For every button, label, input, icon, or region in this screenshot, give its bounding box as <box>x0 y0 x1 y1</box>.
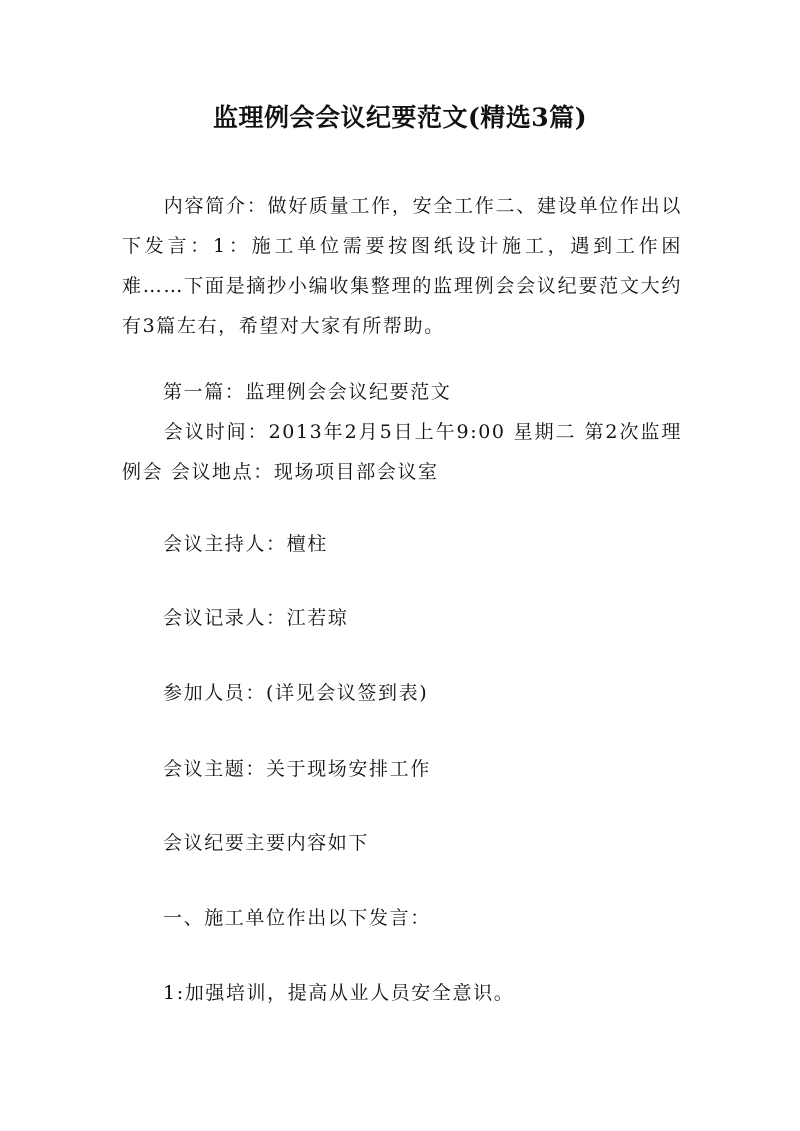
meeting-topic: 会议主题：关于现场安排工作 <box>163 758 431 780</box>
meeting-recorder: 会议记录人：江若琼 <box>163 607 349 629</box>
meeting-info-paragraph: 会议时间：2013年2月5日上午9:00 星期二 第2次监理例会 会议地点：现场项目部会议室 <box>122 421 682 483</box>
section-heading: 第一篇：监理例会会议纪要范文 <box>163 381 452 403</box>
document-title: 监理例会会议纪要范文(精选3篇) <box>212 103 588 132</box>
point-one-heading: 一、施工单位作出以下发言： <box>163 907 431 929</box>
intro-paragraph: 内容简介：做好质量工作，安全工作二、建设单位作出以下发言：1：施工单位需要按图纸设计施工，遇到工作困难……下面是摘抄小编收集整理的监理例会会议纪要范文大约有3篇左右，希望对大家有所帮助。 <box>122 195 682 337</box>
content-intro: 会议纪要主要内容如下 <box>163 832 370 854</box>
meeting-attendees: 参加人员：(详见会议签到表) <box>163 682 429 704</box>
meeting-host: 会议主持人：檀柱 <box>163 533 328 555</box>
point-one-item-one: 1:加强培训，提高从业人员安全意识。 <box>163 982 515 1004</box>
